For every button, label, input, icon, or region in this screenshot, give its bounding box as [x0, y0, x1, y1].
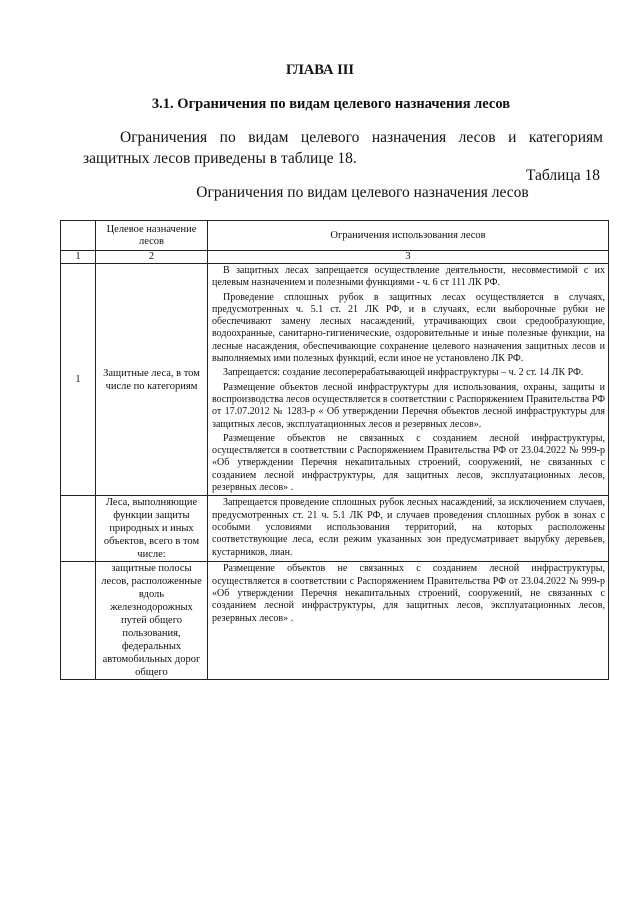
purpose-cell: Леса, выполняющие функции защиты природных и иных объектов, всего в том числе:: [96, 496, 208, 562]
restriction-paragraph: Размещение объектов не связанных с созданием лесной инфраструктуры, осуществляется в соответствии с Распоряжением Правительства РФ от 23.04.2022 № 999-р «Об утверждении Перечня некапитальных строений, сооружений, не связанных с созданием лесной инфраструктуры, для защитных лесов, эксплуатационных лесов, резервных лесов» .: [212, 432, 605, 494]
restrictions-cell: [208, 562, 609, 680]
table-row: [61, 264, 609, 496]
column-number: 1: [61, 251, 96, 264]
restriction-paragraph: Размещение объектов лесной инфраструктуры для использования, охраны, защиты и воспроизводства лесов осуществляется в соответствии с Распоряжением Правительства РФ от 17.07.2012 № 1283-р « Об утверждении Перечня объектов лесной инфраструктуры для защитных лесов, эксплуатационных лесов и резервных лесов».: [212, 381, 605, 430]
row-number: 1: [61, 264, 96, 496]
table-label: Таблица 18: [525, 167, 600, 184]
row-number: [61, 496, 96, 562]
column-number: 2: [96, 251, 208, 264]
column-number: 3: [208, 251, 609, 264]
restriction-paragraph: Размещение объектов не связанных с созданием лесной инфраструктуры, осуществляется в соответствии с Распоряжением Правительства РФ от 23.04.2022 № 999-р «Об утверждении Перечня некапитальных строений, сооружений, не связанных с созданием лесной инфраструктуры, для защитных лесов, эксплуатационных лесов, резервных лесов» .: [212, 563, 605, 624]
purpose-cell: защитные полосы лесов, расположенные вдоль железнодорожных путей общего пользования, федеральных автомобильных дорог общего: [96, 562, 208, 680]
table-title: Ограничения по видам целевого назначения лесов: [196, 184, 529, 201]
intro-paragraph: Ограничения по видам целевого назначения лесов и категориям защитных лесов приведены в таблице 18.: [83, 129, 603, 167]
column-numbers-row: [61, 251, 609, 264]
restrictions-cell: [208, 496, 609, 562]
section-title: 3.1. Ограничения по видам целевого назначения лесов: [151, 96, 511, 112]
restrictions-cell: [208, 264, 609, 496]
header-cell-number: [61, 221, 96, 251]
restriction-paragraph: Проведение сплошных рубок в защитных лесах осуществляется в случаях, предусмотренных ч. 5.1 ст. 21 ЛК РФ, и в случаях, если выборочные рубки не обеспечивают замену лесных насаждений, утрачивающих свои средообразующие, водоохранные, санитарно-гигиенические, оздоровительные и иные полезные функции, на лесные насаждения, обеспечивающие сохранение целевого назначения защитных лесов и выполняемых ими полезных функций, если иное не установлено ЛК РФ.: [212, 291, 605, 365]
restriction-paragraph: Запрещается проведение сплошных рубок лесных насаждений, за исключением случаев, предусмотренных ст. 21 ч. 5.1 ЛК РФ, и случаев проведения сплошных рубок в зонах с особыми условиями использования территорий, на которых расположены соответствующие леса, если режим указанных зон предусматривает вырубку деревьев, кустарников, лиан.: [212, 497, 605, 558]
restriction-paragraph: Запрещается: создание лесоперерабатывающей инфраструктуры – ч. 2 ст. 14 ЛК РФ.: [223, 367, 584, 379]
header-cell-purpose: Целевое назначение лесов: [96, 221, 208, 251]
restriction-paragraph: В защитных лесах запрещается осуществление деятельности, несовместимой с их целевым назначением и полезными функциями - ч. 6 ст 111 ЛК РФ.: [212, 265, 605, 289]
header-cell-restrictions: Ограничения использования лесов: [208, 221, 609, 251]
chapter-heading: ГЛАВА III: [285, 62, 355, 78]
restrictions-table: [60, 220, 609, 680]
table-header-row: [61, 221, 609, 251]
table-row: [61, 496, 609, 562]
purpose-cell: Защитные леса, в том числе по категориям: [96, 264, 208, 496]
table-row: [61, 562, 609, 680]
row-number: [61, 562, 96, 680]
